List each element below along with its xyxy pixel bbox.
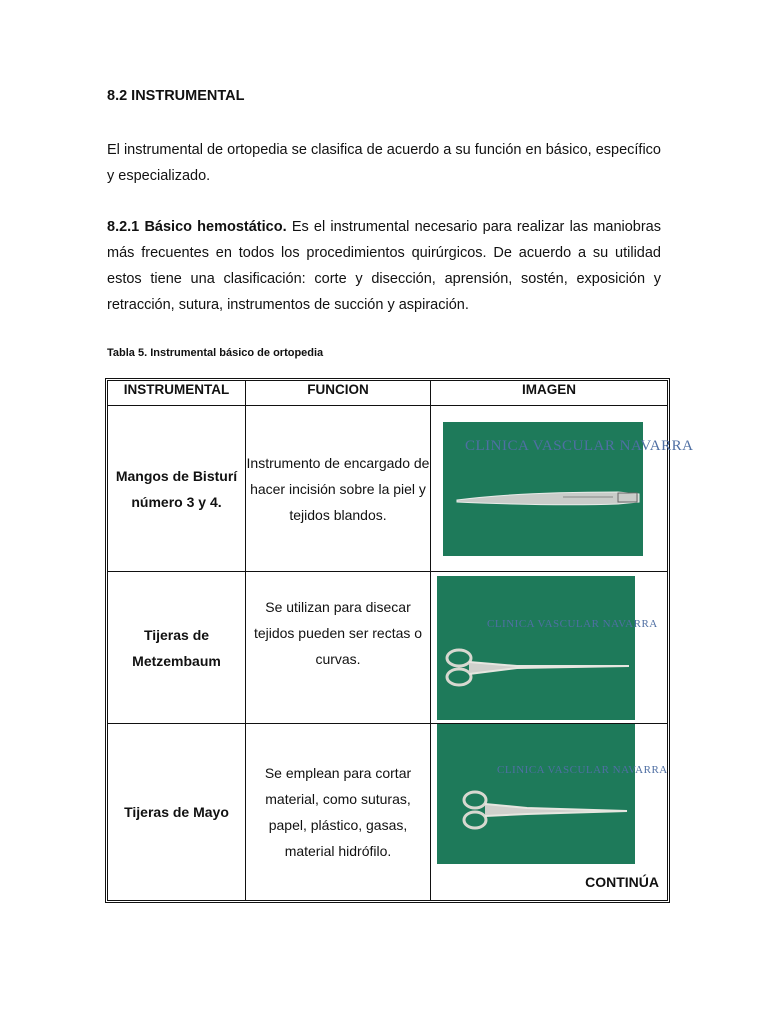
mayo-photo [437, 724, 668, 864]
header-instrumental: INSTRUMENTAL [108, 381, 246, 406]
table-header-row [108, 381, 667, 406]
instrument-function: Instrumento de encargado de hacer incisión sobre la piel y tejidos blandos. [246, 406, 431, 572]
instrument-function: Se utilizan para disecar tejidos pueden ser rectas o curvas. [246, 572, 431, 724]
table-caption: Tabla 5. Instrumental básico de ortopedia [107, 347, 324, 359]
metzembaum-photo [437, 576, 658, 720]
scalpel-photo [443, 422, 694, 556]
subsection-title: 8.2.1 Básico hemostático. [107, 219, 287, 235]
scissors-icon [437, 724, 635, 864]
instrument-image-cell [431, 406, 694, 572]
instrument-name: Tijeras de Metzembaum [108, 572, 246, 724]
header-imagen: IMAGEN [431, 381, 667, 406]
intro-paragraph: El instrumental de ortopedia se clasifica de acuerdo a su función en básico, específico y especializado. [107, 142, 661, 184]
section-heading: 8.2 INSTRUMENTAL [107, 88, 245, 104]
photo-watermark: CLINICA VASCULAR NAVARRA [465, 437, 694, 454]
subsection-paragraph [107, 214, 661, 318]
table-row [108, 572, 667, 724]
scalpel-handle-icon [443, 422, 643, 556]
scissors-icon [437, 576, 635, 720]
instrument-table [105, 378, 694, 903]
header-funcion: FUNCION [246, 381, 431, 406]
instrument-name: Mangos de Bisturí número 3 y 4. [108, 406, 246, 572]
subsection-body: Es el instrumental necesario para realizar las maniobras más frecuentes en todos los procedimientos quirúrgicos. De acuerdo a su utilidad estos tiene una clasificación: corte y disección, aprensión, sostén, exposición y retracción, sutura, instrumentos de succión y aspiración. [107, 219, 661, 313]
photo-watermark: CLINICA VASCULAR NAVARRA [487, 617, 658, 630]
table-row [108, 724, 667, 900]
instrument-image-cell [431, 572, 667, 724]
instrument-name: Tijeras de Mayo [108, 724, 246, 900]
photo-watermark: CLINICA VASCULAR NAVARRA [497, 764, 668, 776]
instrument-function: Se emplean para cortar material, como suturas, papel, plástico, gasas, material hidrófilo. [246, 724, 431, 900]
continua-label: CONTINÚA [585, 874, 659, 890]
table-row [108, 406, 667, 572]
instrument-image-cell [431, 724, 667, 900]
